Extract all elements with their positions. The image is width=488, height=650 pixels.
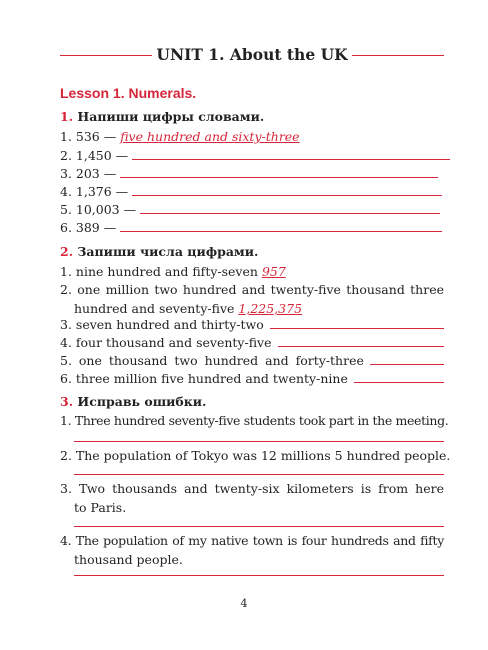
task3-item-text: to Paris. [74, 500, 127, 515]
answer-line[interactable] [278, 333, 445, 347]
task1-item-answer: five hundred and sixty-three [120, 129, 300, 144]
task3-item-4 [60, 531, 444, 569]
task2-item-5 [60, 351, 444, 370]
task2-item-text: 5. one thousand two hundred and forty-three [60, 353, 364, 368]
answer-line[interactable] [74, 474, 444, 475]
task2-item-text: 6. three million five hundred and twenty-nine [60, 371, 348, 386]
answer-line[interactable] [74, 441, 444, 442]
task2-item-4 [60, 333, 444, 352]
task2-item-3 [60, 315, 444, 334]
task3-item-text: 2. The population of Tokyo was 12 millions 5 hundred people. [60, 448, 451, 463]
task1-item-label: 1. 536 — [60, 129, 117, 144]
task2-heading-text: Запиши числа цифрами. [77, 244, 259, 259]
task3-item-text: thousand people. [74, 552, 183, 567]
task2-item-text: 2. one million two hundred and twenty-five thousand three [60, 282, 444, 297]
task2-item-text: 4. four thousand and seventy-five [60, 335, 272, 350]
task1-number: 1. [60, 109, 74, 124]
task1-item-label: 6. 389 — [60, 220, 117, 235]
task3-item-text: 4. The population of my native town is four hundreds and fifty [60, 533, 444, 548]
answer-line[interactable] [132, 182, 442, 196]
task2-number: 2. [60, 244, 74, 259]
task2-item-2-line1 [60, 280, 444, 299]
task2-item-2 [60, 280, 444, 318]
task2-item-text: hundred and seventy-five [74, 301, 235, 316]
task3-heading [60, 394, 206, 409]
task1-item-label: 4. 1,376 — [60, 184, 129, 199]
answer-line[interactable] [74, 575, 444, 576]
task1-item-3 [60, 164, 444, 183]
answer-line[interactable] [120, 164, 438, 178]
task3-item-2 [60, 446, 451, 465]
task2-item-answer: 957 [261, 264, 286, 279]
task1-item-1 [60, 127, 444, 146]
unit-title: UNIT 1. About the UK [152, 45, 351, 64]
task1-item-6 [60, 218, 444, 237]
answer-line[interactable] [354, 369, 444, 383]
task1-item-2 [60, 146, 444, 165]
task3-number: 3. [60, 394, 74, 409]
answer-line[interactable] [140, 200, 440, 214]
answer-line[interactable] [370, 351, 444, 365]
task3-heading-text: Исправь ошибки. [77, 394, 207, 409]
answer-line[interactable] [74, 526, 444, 527]
task2-item-text: 3. seven hundred and thirty-two [60, 317, 264, 332]
task1-item-4 [60, 182, 444, 201]
task2-item-6 [60, 369, 444, 388]
lesson-title: Lesson 1. Numerals. [60, 85, 197, 101]
page-number: 4 [240, 597, 248, 610]
answer-line[interactable] [120, 218, 442, 232]
task1-item-label: 3. 203 — [60, 166, 117, 181]
task1-item-5 [60, 200, 444, 219]
task2-item-label: 1. nine hundred and fifty-seven [60, 264, 258, 279]
task2-item-answer: 1,225,375 [238, 301, 303, 316]
task3-item-text: 3. Two thousands and twenty-six kilometers is from here [60, 481, 444, 496]
answer-line[interactable] [132, 146, 450, 160]
task1-heading [60, 109, 264, 124]
task3-item-1 [60, 411, 449, 430]
task2-heading [60, 244, 258, 259]
task3-item-text: 1. Three hundred seventy-five students took part in the meeting. [60, 413, 449, 428]
task1-heading-text: Напиши цифры словами. [77, 109, 265, 124]
answer-line[interactable] [270, 315, 444, 329]
task3-item-3 [60, 479, 444, 517]
task1-item-label: 2. 1,450 — [60, 148, 129, 163]
task2-item-1 [60, 262, 444, 281]
task1-item-label: 5. 10,003 — [60, 202, 137, 217]
unit-header [60, 44, 444, 66]
